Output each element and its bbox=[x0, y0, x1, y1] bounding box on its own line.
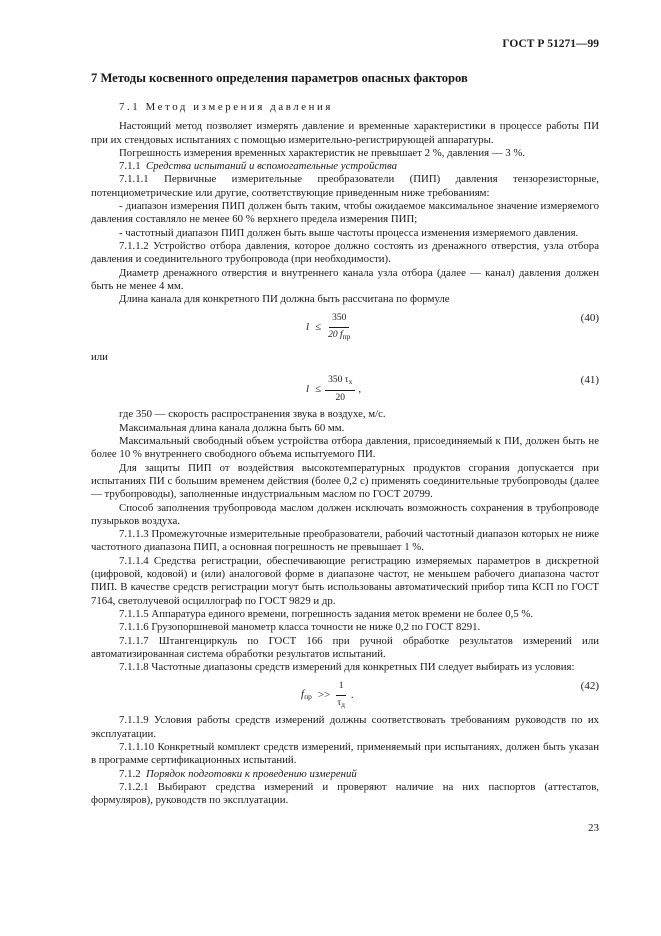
body-text bbox=[91, 101, 599, 807]
formula-relation: >> bbox=[317, 689, 331, 702]
clause-title: Средства испытаний и вспомогательные устройства bbox=[146, 160, 397, 173]
formula-punct: . bbox=[350, 689, 354, 702]
paragraph: 7.1.1.9 Условия работы средств измерений должны соответствовать требованиям руководств по их эксплуатации. bbox=[91, 714, 599, 740]
paragraph: - частотный диапазон ПИП должен быть выше частоты процесса изменения измеряемого давления. bbox=[119, 226, 579, 239]
paragraph: Настоящий метод позволяет измерять давление и временные характеристики в процессе работы ПИ при их стендовых испытаниях с помощью измерительно-регистрирующей аппаратуры. bbox=[91, 120, 599, 146]
paragraph: - диапазон измерения ПИП должен быть таким, чтобы ожидаемое максимальное значение измеряемого давления составляло не менее 60 % верхнего предела измерения ПИП; bbox=[91, 200, 599, 226]
paragraph: где 350 — скорость распространения звука в воздухе, м/с. bbox=[119, 408, 386, 421]
paragraph: 7.1.1.10 Конкретный комплект средств измерений, применяемый при испытаниях, должен быть указан в программе сертификационных испытаний. bbox=[91, 740, 599, 767]
fraction-denominator: 20 bbox=[335, 392, 345, 403]
formula-punct: , bbox=[358, 383, 362, 396]
paragraph: Диаметр дренажного отверстия и внутреннего канала узла отбора (далее — канал) давления должен быть не менее 4 мм. bbox=[91, 266, 599, 292]
formula-relation: ≤ bbox=[315, 321, 322, 334]
formula-42 bbox=[91, 674, 599, 714]
formula-relation: ≤ bbox=[315, 383, 322, 396]
formula-expression bbox=[306, 374, 361, 405]
paragraph-heading bbox=[91, 160, 599, 173]
fraction-denominator: $\tau_д$ bbox=[337, 697, 345, 709]
paragraph: 7.1.1.4 Средства регистрации, обеспечивающие регистрацию измеряемых параметров в дискретной (цифровой, кодовой) и (или) аналоговой форме в диапазоне частот, не меньшем рабочего диапазона частот ПИП. В качестве средств регистрации могут быть использованы автоматический прибор типа КСП по ГОСТ 7164, светолучевой осциллограф по ГОСТ 9829 и др. bbox=[91, 554, 599, 607]
page-number: 23 bbox=[588, 822, 599, 834]
paragraph: 7.1.2.1 Выбирают средства измерений и проверяют наличие на них паспортов (аттестатов, формуляров), руководств по эксплуатации. bbox=[91, 780, 599, 807]
paragraph: 7.1.1.8 Частотные диапазоны средств измерений для конкретных ПИ следует выбирать из условия: bbox=[119, 661, 575, 674]
standard-code: ГОСТ Р 51271—99 bbox=[502, 38, 599, 50]
fraction-numerator: 350 bbox=[329, 312, 349, 327]
paragraph: 7.1.1.2 Устройство отбора давления, которое должно состоять из дренажного отверстия, узла отбора давления и соединительного трубопровода (при необходимости). bbox=[91, 239, 599, 266]
formula-number: (41) bbox=[580, 374, 599, 387]
conjunction-or: или bbox=[91, 351, 108, 364]
paragraph: Максимальная длина канала должна быть 60 мм. bbox=[119, 421, 345, 434]
paragraph: Длина канала для конкретного ПИ должна быть рассчитана по формуле bbox=[119, 293, 450, 306]
clause-number: 7.1.2 bbox=[119, 767, 141, 780]
formula-41 bbox=[91, 368, 599, 408]
paragraph: Для защиты ПИП от воздействия высокотемпературных продуктов сгорания допускается при испытаниях ПИ с большим временем действия (более 0,2 с) применять соединительные трубопроводы (далее — трубопроводы), заполненные индустриальным маслом по ГОСТ 20799. bbox=[91, 461, 599, 501]
paragraph: Максимальный свободный объем устройства отбора давления, присоединяемый к ПИ, должен быть не более 10 % внутреннего свободного объема испытуемого ПИ. bbox=[91, 435, 599, 461]
formula-number: (40) bbox=[580, 312, 599, 325]
paragraph: 7.1.1.5 Аппаратура единого времени, погрешность задания меток времени не более 0,5 %. bbox=[119, 607, 534, 620]
paragraph: 7.1.1.6 Грузопоршневой манометр класса точности не ниже 0,2 по ГОСТ 8291. bbox=[119, 621, 481, 634]
paragraph: Погрешность измерения временных характеристик не превышает 2 %, давления — 3 %. bbox=[119, 146, 526, 159]
fraction-denominator: 20 $f_{пр}$ bbox=[328, 329, 351, 341]
formula-expression bbox=[306, 312, 356, 343]
formula-number: (42) bbox=[580, 680, 599, 693]
paragraph-heading bbox=[91, 768, 599, 781]
formula-lhs: $f_{пр}$ bbox=[301, 688, 312, 702]
paragraph: 7.1.1.7 Штангенциркуль по ГОСТ 166 при ручной обработке результатов измерений или автоматизированная система обработки результатов испытаний. bbox=[91, 634, 599, 660]
formula-expression bbox=[301, 680, 354, 711]
clause-title: Порядок подготовки к проведению измерений bbox=[146, 767, 357, 780]
formula-fraction bbox=[325, 374, 355, 405]
paragraph: 7.1.1.3 Промежуточные измерительные преобразователи, рабочий частотный диапазон которых не ниже частотного диапазона ПИП, а основная погрешность не превышает 1 %. bbox=[91, 528, 599, 554]
fraction-numerator: 350 $\tau_x$ bbox=[325, 374, 355, 390]
formula-fraction bbox=[334, 680, 348, 711]
paragraph: Способ заполнения трубопровода маслом должен исключать возможность сохранения в трубопроводе пузырьков воздуха. bbox=[91, 501, 599, 527]
formula-40 bbox=[91, 306, 599, 346]
paragraph: 7.1.1.1 Первичные измерительные преобразователи (ПИП) давления тензорезисторные, потенциометрические или другие, соответствующие приведенным ниже требованиям: bbox=[91, 173, 599, 199]
formula-lhs: l bbox=[306, 383, 310, 396]
formula-fraction bbox=[325, 312, 353, 343]
clause-number: 7.1.1 bbox=[119, 160, 141, 173]
section-title: 7 Методы косвенного определения параметров опасных факторов bbox=[91, 71, 468, 85]
formula-lhs: l bbox=[306, 321, 310, 334]
subsection-title: 7.1 Метод измерения давления bbox=[119, 101, 333, 113]
fraction-numerator: 1 bbox=[336, 680, 347, 695]
